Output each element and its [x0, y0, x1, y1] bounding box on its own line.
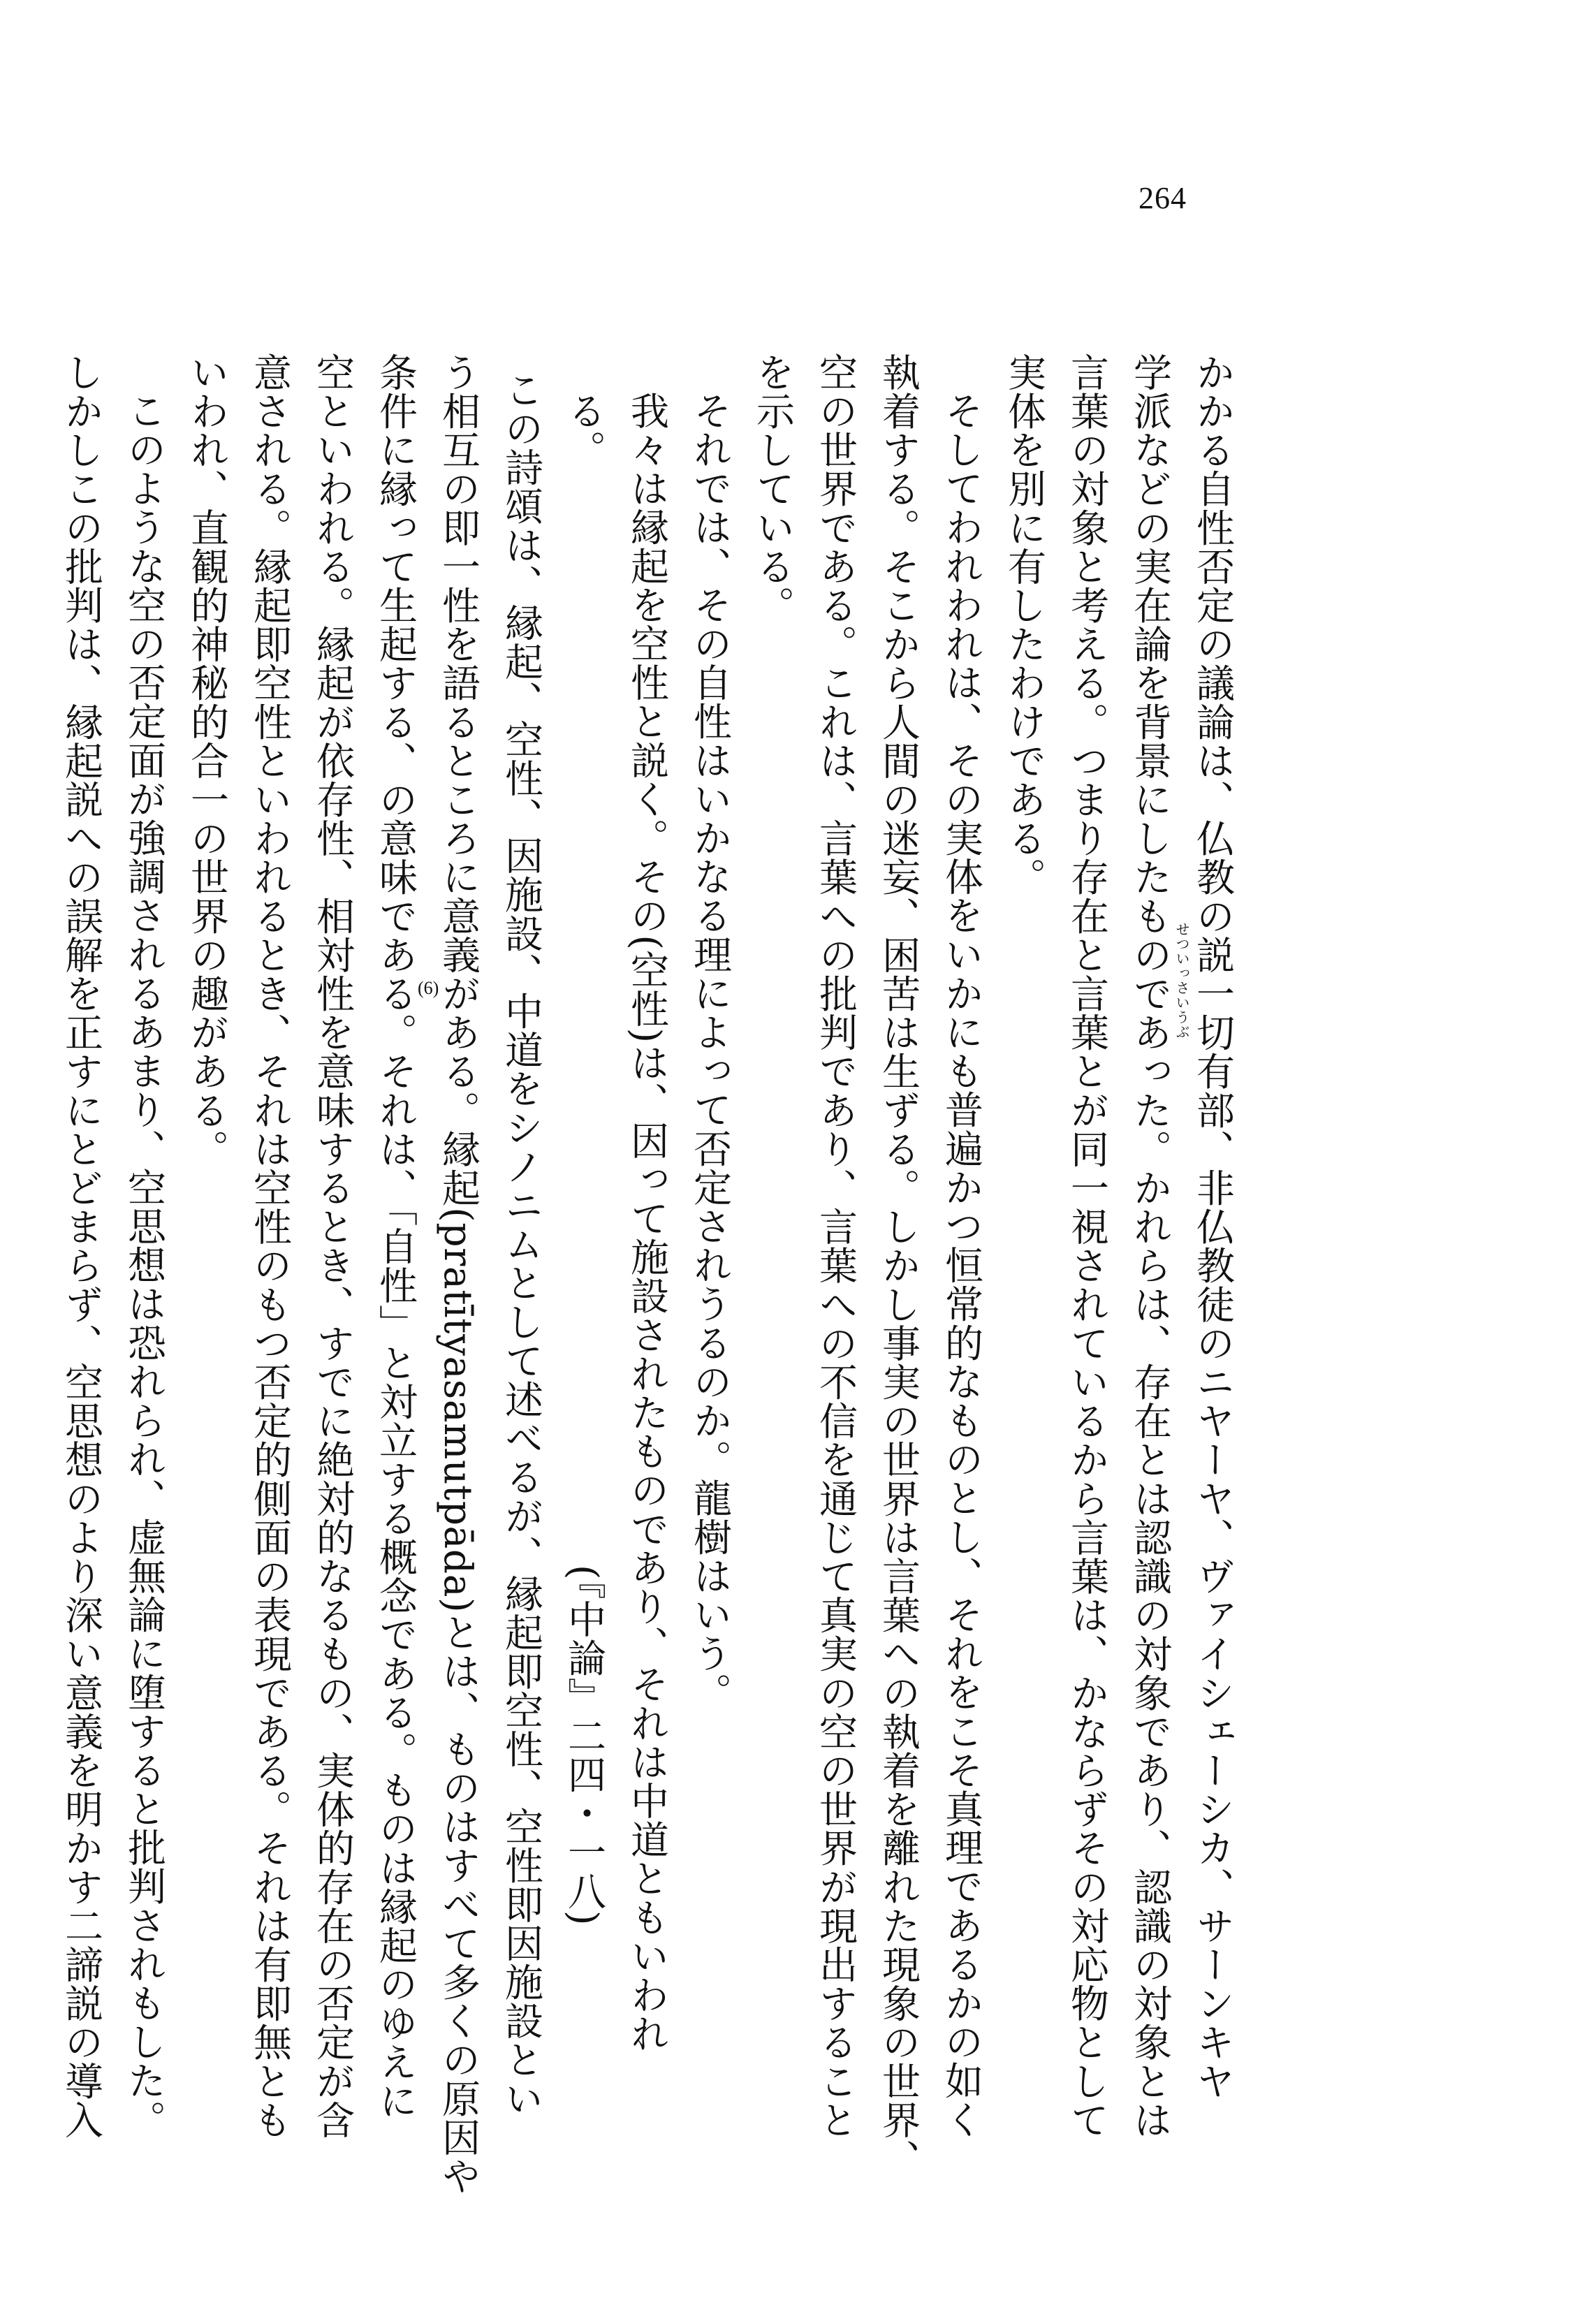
text-line: 執着する。そこから人間の迷妄、困苦は生ずる。しかし事実の世界は言葉への執着を離れた現象の世界、 — [876, 353, 921, 2179]
text-line: この詩頌は、縁起、空性、因施設、中道をシノニムとして述べるが、縁起即空性、空性即因施設とい — [499, 370, 543, 2118]
text-line: 言葉の対象と考える。つまり存在と言葉とが同一視されているから言葉は、かならずその対応物として — [1064, 353, 1109, 2139]
text-line: う相互の即一性を語るところに意義がある。縁起(pratītyasamutpāda)とは、ものはすべて多くの原因や — [436, 353, 481, 2196]
text-line: いわれ、直観的神秘的合一の世界の趣がある。 — [184, 353, 229, 1169]
text-line: を示している。 — [750, 353, 795, 625]
note-mark: (6) — [418, 978, 439, 998]
text-line: かかる自性否定の議論は、仏教の説一切有部、非仏教徒のニヤーヤ、ヴァイシェーシカ、サーンキヤ — [1190, 353, 1235, 2100]
citation: (『中論』二四・一八) — [562, 1565, 606, 1926]
text-line: そしてわれわれは、その実体をいかにも普遍かつ恒常的なものとし、それをこそ真理であるかの如く — [939, 391, 983, 2139]
text-line: る。 — [562, 391, 606, 469]
text-line: しかしこの批判は、縁起説への誤解を正すにとどまらず、空思想のより深い意義を明かす二諦説の導入 — [59, 353, 103, 2139]
text-line: このような空の否定面が強調されるあまり、空思想は恐れられ、虚無論に堕すると批判されもした。 — [122, 391, 166, 2139]
text-line: 空の世界である。これは、言葉への批判であり、言葉への不信を通じて真実の空の世界が現出すること — [813, 353, 858, 2139]
text-line: 我々は縁起を空性と説く。その(空性)は、因って施設されたものであり、それは中道ともいわれ — [624, 391, 669, 2054]
text-line: 条件に縁って生起する、の意味である。それは、「自性」と対立する概念である。ものは縁起のゆえに — [373, 353, 418, 2121]
furigana: せついっさいうぶ — [1173, 922, 1190, 1039]
text-line: それでは、その自性はいかなる理によって否定されうるのか。龍樹はいう。 — [687, 391, 732, 1712]
text-line: 実体を別に有したわけである。 — [1002, 353, 1046, 897]
text-line: 空といわれる。縁起が依存性、相対性を意味するとき、すでに絶対的なるもの、実体的存在の否定が含 — [310, 353, 355, 2139]
text-line: 学派などの実在論を背景にしたものであった。かれらは、存在とは認識の対象であり、認識の対象とは — [1127, 353, 1172, 2139]
page-number: 264 — [1139, 181, 1187, 215]
text-line: 意される。縁起即空性といわれるとき、それは空性のもつ否定的側面の表現である。それは有即無とも — [247, 353, 292, 2139]
